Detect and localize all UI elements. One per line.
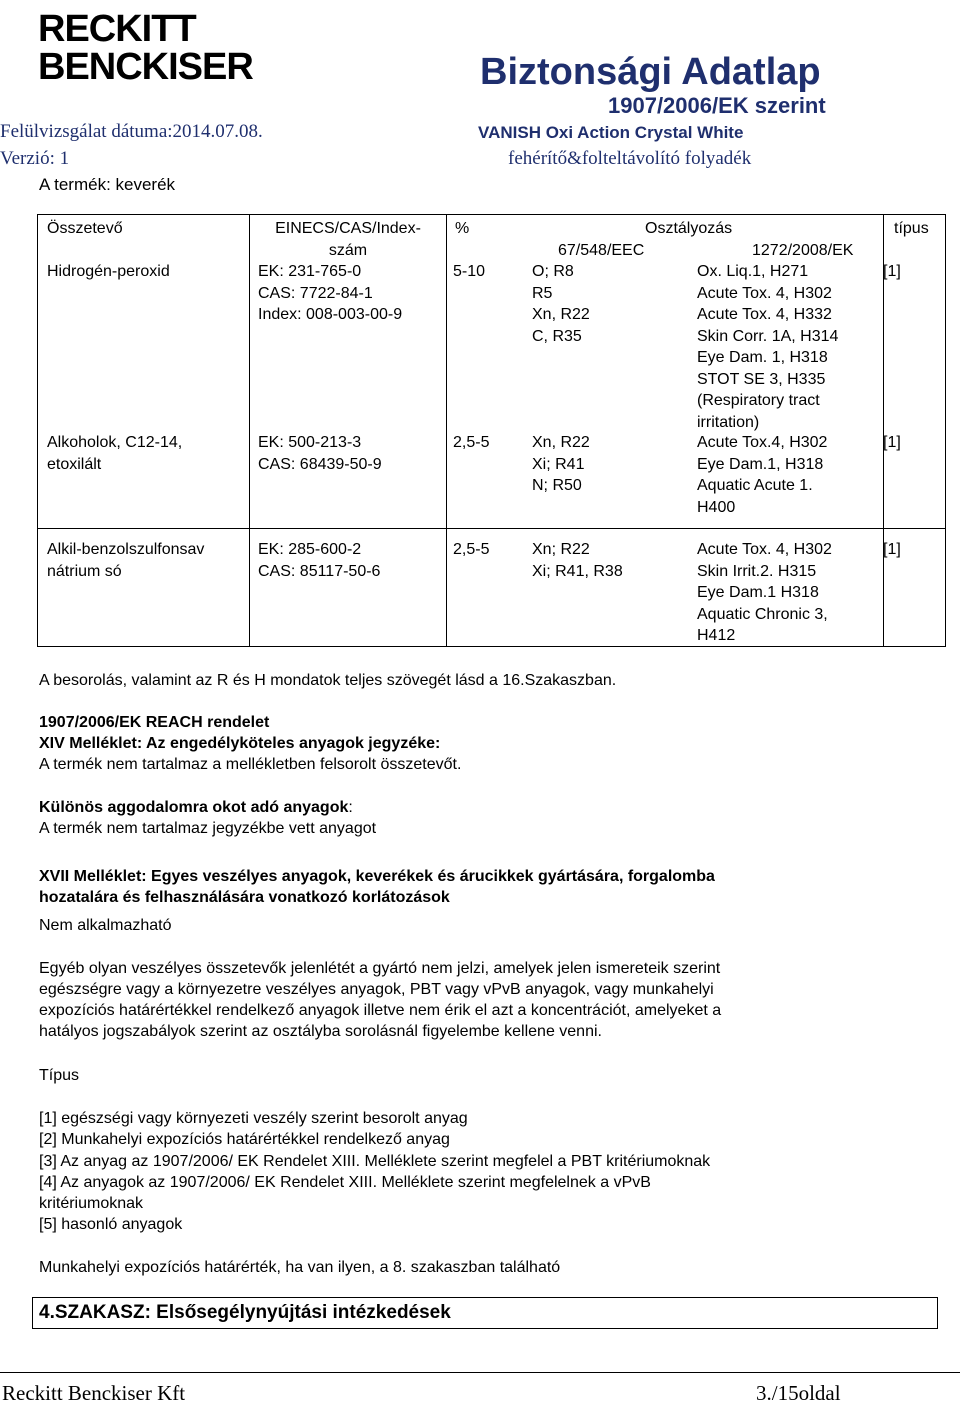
other-line-0: Egyéb olyan veszélyes összetevők jelenlétét a gyártó nem jelzi, amelyek jelen ismereteik szerint [39,960,721,977]
row3-clp-1: Skin Irrit.2. H315 [697,562,817,580]
section-4-header [32,1297,938,1329]
annex14-title: XIV Melléklet: Az engedélyköteles anyagok jegyzéke: [39,735,441,752]
exposure-note: Munkahelyi expozíciós határérték, ha van ilyen, a 8. szakaszban található [39,1259,561,1276]
header-classification: Osztályozás [645,220,733,237]
header-ids-1: EINECS/CAS/Index- [275,220,421,237]
row3-dsd-1: Xi; R41, R38 [532,562,623,580]
row1-clp-0: Ox. Liq.1, H271 [697,263,809,280]
row2-type: [1] [883,434,901,451]
row2-clp-3: H400 [697,498,736,516]
row3-percent: 2,5-5 [453,541,490,558]
footer-page: 3./15oldal [756,1381,841,1405]
row3-clp-4: H412 [697,627,736,644]
row1-name: Hidrogén-peroxid [47,263,170,280]
row2-ids-0: EK: 500-213-3 [258,434,362,451]
logo-line-1: RECKITT [38,8,196,50]
row1-clp-7: irritation) [697,413,760,431]
type-item-0: [1] egészségi vagy környezeti veszély szerint besorolt anyag [39,1110,468,1127]
type-item-3: [4] Az anyagok az 1907/2006/ EK Rendelet XIII. Melléklete szerint megfelelnek a vPvB [39,1174,651,1191]
svhc-text: A termék nem tartalmaz jegyzékbe vett anyagot [39,820,377,837]
header-class-old: 67/548/EEC [558,242,645,259]
logo-line-2: BENCKISER [38,46,253,88]
row1-dsd-3: C, R35 [532,327,582,345]
row1-ids-2: Index: 008-003-00-9 [258,306,403,323]
row1-type: [1] [883,263,901,280]
reach-title: 1907/2006/EK REACH rendelet [39,714,270,731]
regulation-label: 1907/2006/EK szerint [608,93,826,118]
row2-clp-0: Acute Tox.4, H302 [697,434,828,451]
row3-clp-3: Aquatic Chronic 3, [697,605,828,623]
classification-note: A besorolás, valamint az R és H mondatok teljes szövegét lásd a 16.Szakaszban. [39,672,617,689]
row1-ids-1: CAS: 7722-84-1 [258,284,373,302]
row2-name-0: Alkoholok, C12-14, [47,434,183,451]
header-class-new: 1272/2008/EK [752,242,854,259]
document-title: Biztonsági Adatlap [480,51,821,93]
type-item-1: [2] Munkahelyi expozíciós határértékkel rendelkező anyag [39,1131,450,1148]
row1-clp-6: (Respiratory tract [697,392,820,409]
row3-type: [1] [883,541,901,558]
row3-clp-2: Eye Dam.1 H318 [697,584,819,601]
footer-divider [0,1372,960,1373]
product-description: fehérítő&folteltávolító folyadék [508,148,752,169]
row2-dsd-0: Xn, R22 [532,434,590,451]
annex17-text: Nem alkalmazható [39,917,172,934]
annex14-text: A termék nem tartalmaz a mellékletben felsorolt összetevőt. [39,756,462,773]
footer-company: Reckitt Benckiser Kft [2,1381,186,1405]
row1-percent: 5-10 [453,263,486,280]
type-item-5: [5] hasonló anyagok [39,1216,183,1233]
row2-percent: 2,5-5 [453,434,490,451]
row1-clp-4: Eye Dam. 1, H318 [697,349,828,366]
row3-ids-1: CAS: 85117-50-6 [258,562,381,580]
section-4-title: 4.SZAKASZ: Elsősegélynyújtási intézkedések [39,1302,451,1323]
header-type: típus [894,220,929,237]
other-line-3: hatályos jogszabályok szerint az osztályba sorolásnál figyelembe kellene venni. [39,1023,602,1040]
row1-clp-5: STOT SE 3, H335 [697,370,826,388]
header-ids-2: szám [328,242,368,259]
review-date: Felülvizsgálat dátuma:2014.07.08. [0,121,263,142]
row3-ids-0: EK: 285-600-2 [258,541,362,558]
product-name: VANISH Oxi Action Crystal White [478,123,744,142]
row2-ids-1: CAS: 68439-50-9 [258,455,382,473]
svhc-heading [39,797,353,818]
row1-clp-2: Acute Tox. 4, H332 [697,306,832,323]
row1-ids-0: EK: 231-765-0 [258,263,362,280]
annex17-title-2: hozatalára és felhasználására vonatkozó korlátozások [39,889,450,906]
row2-dsd-1: Xi; R41 [532,455,585,473]
row3-dsd-0: Xn; R22 [532,541,590,558]
other-line-1: egészségre vagy a környezetre veszélyes anyagok, PBT vagy vPvB anyagok, vagy munkahelyi [39,981,714,998]
svhc-title: Különös aggodalomra okot adó anyagok [39,799,349,816]
row2-name-1: etoxilált [47,455,102,473]
row2-clp-2: Aquatic Acute 1. [697,477,813,494]
type-title: Típus [39,1067,80,1084]
svhc-colon: : [348,799,353,816]
type-item-2: [3] Az anyag az 1907/2006/ EK Rendelet XIII. Melléklete szerint megfelel a PBT kritériumoknak [39,1153,711,1170]
company-logo [38,8,253,90]
composition-table [37,214,946,647]
version-label: Verzió: 1 [0,148,70,169]
row3-name-1: nátrium só [47,562,122,580]
header-component: Összetevő [47,220,123,237]
row1-clp-1: Acute Tox. 4, H302 [697,284,832,302]
product-type: A termék: keverék [39,175,176,194]
row3-clp-0: Acute Tox. 4, H302 [697,541,832,558]
other-line-2: expozíciós határértékkel rendelkező anyagok illetve nem érik el azt a koncentrációt, amelyeket a [39,1002,722,1019]
header-percent: % [455,220,470,237]
type-item-4: kritériumoknak [39,1195,144,1212]
row2-clp-1: Eye Dam.1, H318 [697,455,824,473]
row1-dsd-2: Xn, R22 [532,306,590,323]
row1-dsd-0: O; R8 [532,263,574,280]
row1-clp-3: Skin Corr. 1A, H314 [697,327,839,345]
row2-dsd-2: N; R50 [532,477,582,494]
row1-dsd-1: R5 [532,284,553,302]
annex17-title-1: XVII Melléklet: Egyes veszélyes anyagok, keverékek és árucikkek gyártására, forgalomba [39,868,715,885]
row3-name-0: Alkil-benzolszulfonsav [47,541,205,558]
